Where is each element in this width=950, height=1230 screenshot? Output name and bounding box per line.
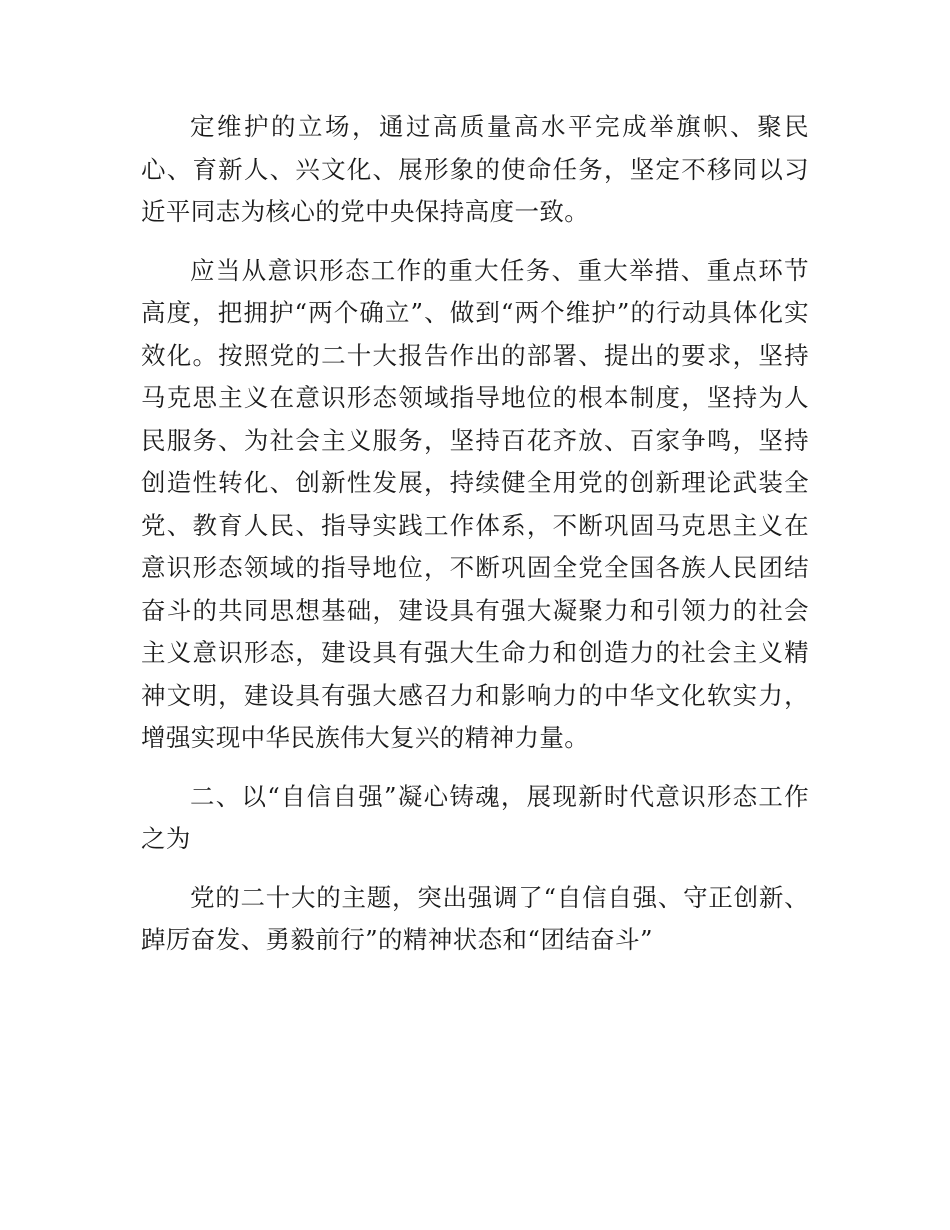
- document-body: [141, 106, 809, 978]
- paragraph-main: 应当从意识形态工作的重大任务、重大举措、重点环节高度，把拥护“两个确立”、做到“两个维护”的行动具体化实效化。按照党的二十大报告作出的部署、提出的要求，坚持马克思主义在意识形态领域指导地位的根本制度，坚持为人民服务、为社会主义服务，坚持百花齐放、百家争鸣，坚持创造性转化、创新性发展，持续健全用党的创新理论武装全党、教育人民、指导实践工作体系，不断巩固马克思主义在意识形态领域的指导地位，不断巩固全党全国各族人民团结奋斗的共同思想基础，建设具有强大凝聚力和引领力的社会主义意识形态，建设具有强大生命力和创造力的社会主义精神文明，建设具有强大感召力和影响力的中华文化软实力，增强实现中华民族伟大复兴的精神力量。: [141, 255, 809, 752]
- paragraph-continuation: 定维护的立场，通过高质量高水平完成举旗帜、聚民心、育新人、兴文化、展形象的使命任务，坚定不移同以习近平同志为核心的党中央保持高度一致。: [141, 112, 809, 226]
- section-heading: 二、以“自信自强”凝心铸魂，展现新时代意识形态工作之为: [141, 781, 809, 853]
- paragraph-theme: 党的二十大的主题，突出强调了“自信自强、守正创新、踔厉奋发、勇毅前行”的精神状态和“团结奋斗”: [141, 882, 809, 954]
